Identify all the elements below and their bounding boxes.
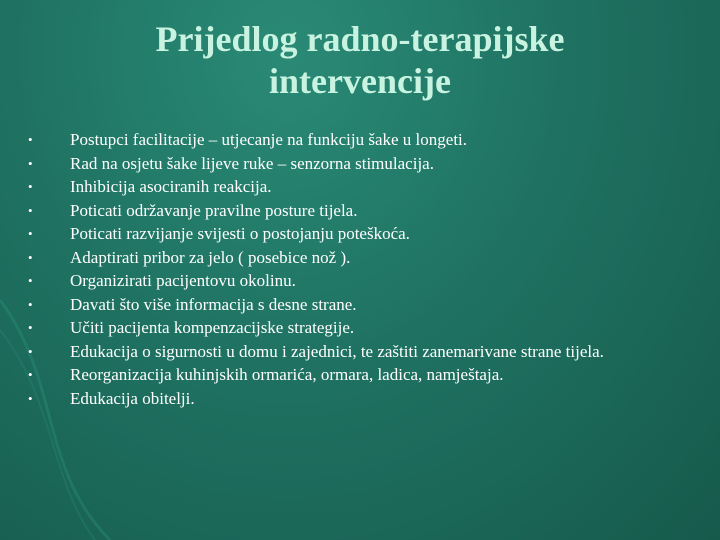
bullet-icon: • [28,226,33,241]
bullet-icon: • [28,367,33,382]
list-item [28,340,688,363]
title-line-2: intervencije [269,61,451,101]
list-item-text: Reorganizacija kuhinjskih ormarića, ormara, ladica, namještaja. [70,365,504,384]
list-item-text: Poticati održavanje pravilne posture tijela. [70,200,358,220]
list-item [28,363,688,386]
list-item [28,293,688,316]
list-item-text: Inhibicija asociranih reakcija. [70,177,272,196]
list-item-text: Edukacija obitelji. [70,388,195,408]
bullet-icon: • [28,202,33,218]
bullet-icon: • [28,390,33,406]
list-item-text: Edukacija o sigurnosti u domu i zajednici, te zaštiti zanemarivane strane tijela. [70,341,604,361]
bullet-icon: • [28,132,33,147]
list-item-text: Postupci facilitacije – utjecanje na funkciju šake u longeti. [70,130,468,149]
bullet-icon: • [28,249,33,265]
bullet-icon: • [28,273,33,288]
list-item [28,222,688,245]
list-item [28,269,688,292]
list-item [28,128,688,151]
bullet-icon: • [28,179,33,194]
list-item-text: Adaptirati pribor za jelo ( posebice nož ). [70,247,351,267]
list-item-text: Poticati razvijanje svijesti o postojanju poteškoća. [70,224,410,243]
list-item [28,387,688,410]
bullet-list [28,128,688,410]
list-item-text: Rad na osjetu šake lijeve ruke – senzorna stimulacija. [70,153,434,173]
bullet-icon: • [28,343,33,359]
bullet-icon: • [28,320,33,335]
list-item-text: Davati što više informacija s desne strane. [70,294,357,314]
bullet-icon: • [28,296,33,312]
list-item-text: Organizirati pacijentovu okolinu. [70,271,296,290]
bullet-icon: • [28,155,33,171]
list-item [28,175,688,198]
list-item [28,152,688,175]
list-item-text: Učiti pacijenta kompenzacijske strategije. [70,318,355,337]
slide-title [0,18,720,102]
list-item [28,316,688,339]
title-line-1: Prijedlog radno-terapijske [155,19,565,59]
list-item [28,246,688,269]
list-item [28,199,688,222]
